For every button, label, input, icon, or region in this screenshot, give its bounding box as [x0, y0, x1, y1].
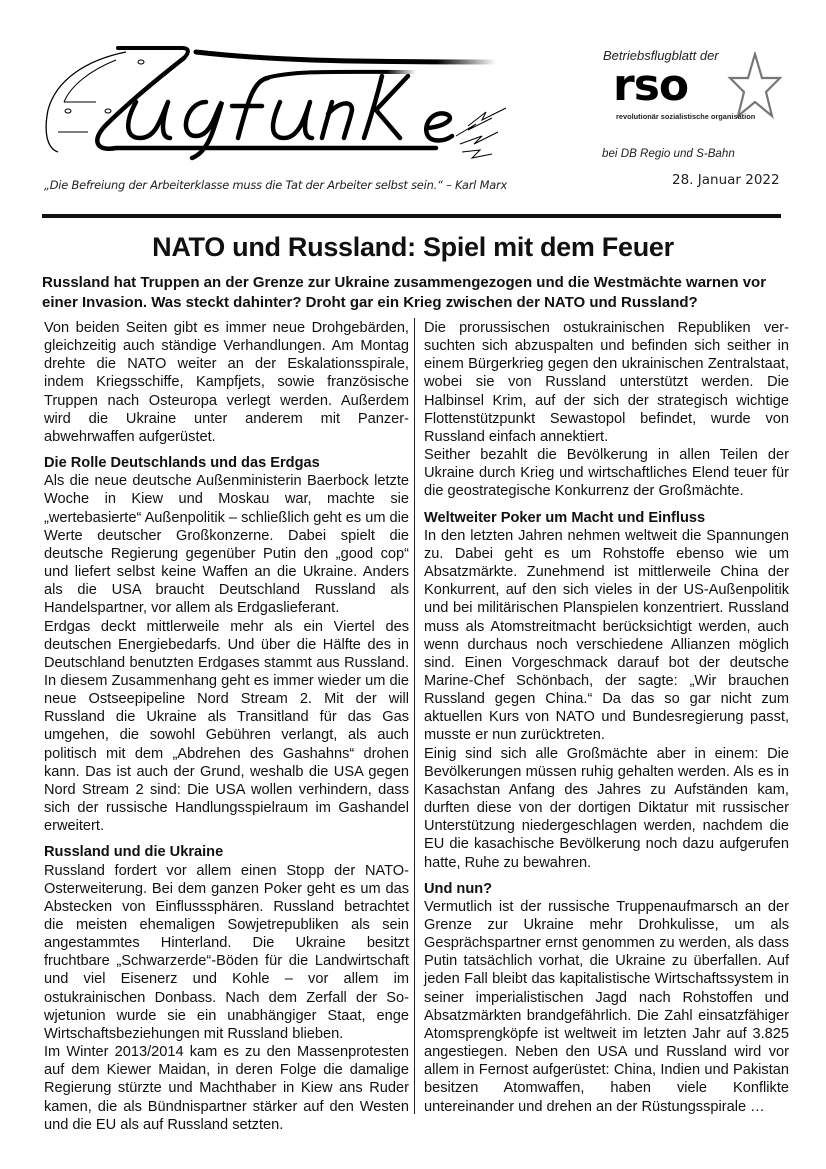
section-heading-weltweiter-poker: Weltweiter Poker um Macht und Einfluss — [424, 509, 706, 526]
article-headline: NATO und Russland: Spiel mit dem Feuer — [152, 232, 674, 262]
paragraph: Vermutlich ist der russische Truppenaufmarsch an der Grenze zur Ukraine mehr Drohkulisse, um als Gesprächspartner ernst genommen zu werden, als dass Putin tatsächlich vorhat, die Ukraine zu überfallen. Auf jeden Fall bleibt das kapitalistische Wirtschaftssystem in seiner imperialistischen Jagd nach Rohstoffen und Absatzmärkten brandgefährlich. Die Zahl einsatzfähiger Atomsprengköpfe ist weltweit im letzten Jahr auf 3.825 angestiegen. Neben den USA und Russland wird vor allem in Fernost aufgerüstet: China, Indien und Pakistan besitzen Atomwaffen, haben viele Konflikte untereinander und drehen an der Rüstungsspirale … — [424, 898, 789, 1115]
article-column-right — [424, 319, 789, 1116]
paragraph: Seither bezahlt die Bevölkerung in allen Teilen der Ukraine durch Krieg und wirtschaftliches Elend teuer für die geostrategische Konkurrenz der Großmächte. — [424, 447, 789, 500]
masthead-motto: „Die Befreiung der Arbeiterklasse muss die Tat der Arbeiter selbst sein.“ – Karl Marx — [44, 178, 508, 192]
masthead-divider — [42, 214, 781, 218]
paragraph: Einig sind sich alle Großmächte aber in einem: Die Bevölkerungen müssen ruhig gehalten werden. Als es in Kasachstan Anfang des Jahres zu Aufständen kam, durften diese von der dortigen Diktatur mit russischer Unterstützung niedergeschlagen werden, nachdem die EU die kasachische Bevölkerung noch dazu aufgerufen hatte, Ruhe zu bewahren. — [424, 745, 789, 871]
rso-logo-wordmark: rso — [613, 60, 689, 111]
paragraph-intro: Von beiden Seiten gibt es immer neue Drohgebärden, gleichzeitig auch ständige Verhandlungen. Am Montag drehte die NATO weiter an der Eskalationsspirale, indem Kriegsschiffe, Kampfjets, sowie französische Truppen nach Osteuropa verlegt werden. Außerdem wird die Ukraine unter anderem mit Panzerabwehrwaffen aufgerüstet. — [44, 320, 409, 445]
section-heading-ukraine: Russland und die Ukraine — [44, 844, 224, 861]
paragraph: Russland fordert vor allem einen Stopp der NATO-Osterweiterung. Bei dem ganzen Poker geht es um das Abstecken von Einflusssphären. Russland betrachtet die meisten ehemaligen Sowjetrepubliken als sein angestammtes Hinterland. Die Ukraine besitzt fruchtbare „Schwarzerde“-Böden für die Landwirtschaft und viel Eisenerz und Kohle – vor allem im ostukrainischen Donbass. Nach dem Zerfall der Sowjetunion wurde sie ein unabhängiger Staat, enge Wirtschaftsbeziehungen mit Russland blieben. — [44, 862, 409, 1042]
rso-subtitle: revolutionär sozialistische organisation — [616, 112, 756, 121]
rso-location: bei DB Regio und S-Bahn — [602, 147, 735, 160]
rso-tagline: Betriebsflugblatt der — [603, 48, 719, 63]
column-divider — [414, 318, 415, 1114]
zugfunke-logo — [36, 40, 516, 170]
paragraph: Als die neue deutsche Außenministerin Baerbock letzte Woche in Kiew und Moskau war, machte sie „wertebasierte“ Außenpolitik – schließlich geht es um die Werte deutscher Großkonzerne. Dabei spielt die deutsche Regierung gegenüber Putin den „good cop“ und liefert selbst keine Waffen an die Ukraine. Anders als die USA braucht Deutschland Russland als Handelspartner, vor allem als Erdgaslieferant. — [44, 473, 410, 617]
paragraph: Erdgas deckt mittlerweile mehr als ein Viertel des deutschen Energiebedarfs. Und über die Hälfte des in Deutschland benutzten Erdgases stammt aus Russland. In diesem Zusammenhang geht es immer wieder um die neue Ostseepipeline Nord Stream 2. Mit der will Russland die Ukraine als Transitland für das Gas umgehen, die sowohl Gebühren verlangt, als auch politisch mit dem „Abdrehen des Gashahns“ drohen kann. Das ist auch der Grund, weshalb die USA gegen Nord Stream 2 sind: Die USA wollen verhindern, dass sich der russische Handlungsspielraum im Gashandel erweitert. — [44, 618, 409, 835]
article-column-left — [44, 319, 409, 1134]
paragraph: Im Winter 2013/2014 kam es zu den Massenprotesten auf dem Kiewer Maidan, in deren Folge die damalige Regierung stürzte und Machthaber in Kiew ans Ruder kamen, die als Bündnispartner stärker auf den Westen und die EU als auf Russland setzten. — [44, 1044, 409, 1133]
paragraph: In den letzten Jahren nehmen weltweit die Spannungen zu. Dabei geht es um Rohstoffe ebenso wie um Absatzmärkte. Zunehmend ist mittlerweile China der Konkurrent, auf den sich vieles in der US-Außenpolitik und bei militärischen Planspielen konzentriert. Russland muss als Atomstreitmacht berücksichtigt werden, auch wenn durchaus noch verschiedene Allianzen möglich sind. Einen Vorgeschmack darauf bot der deutsche Marine-Chef Schönbach, der sagte: „Wir brauchen Russland gegen China.“ Da das so gar nicht zum aktuellen Kurs von NATO und Bundesregierung passt, musste er nun zurücktreten. — [424, 527, 789, 744]
paragraph: Die prorussischen ostukrainischen Republiken versuchten sich abzuspalten und befinden sich seither in einem Bürgerkrieg gegen den ukrainischen Zentralstaat, wobei sie von Russland unterstützt werden. Die Halbinsel Krim, auf der sich der strategisch wichtige Flottenstützpunkt Sewastopol befindet, wurde von Russland einfach annektiert. — [424, 320, 789, 445]
article-lead: Russland hat Truppen an der Grenze zur Ukraine zusammengezogen und die Westmächte warnen vor einer Invasion. Was steckt dahinter? Droht gar ein Krieg zwischen der NATO und Russland? — [42, 274, 767, 311]
issue-date: 28. Januar 2022 — [672, 172, 780, 188]
section-heading-deutschland: Die Rolle Deutschlands und das Erdgas — [44, 455, 320, 472]
section-heading-und-nun: Und nun? — [424, 880, 493, 897]
